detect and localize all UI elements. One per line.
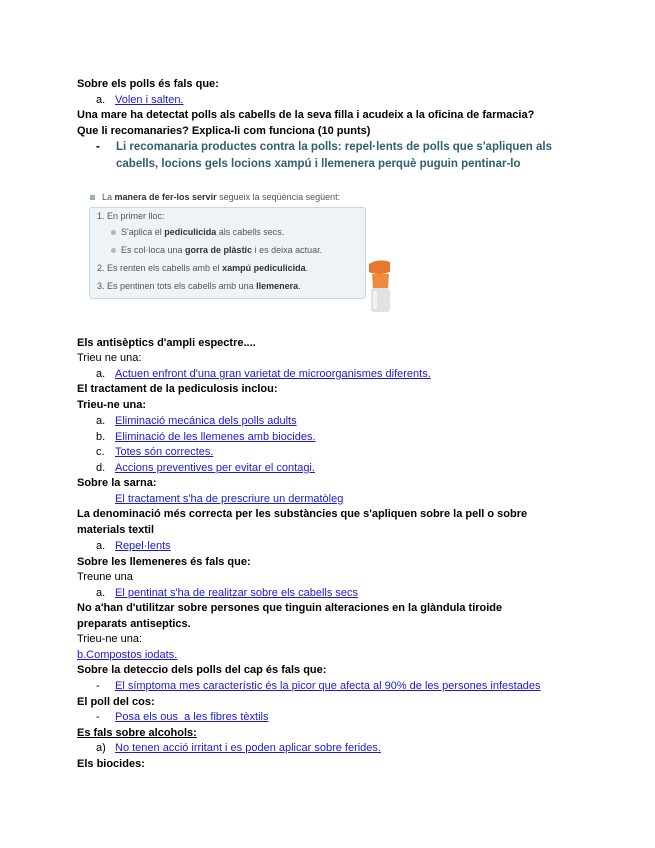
answer-text: Actuen enfront d'una gran varietat de microorganismes diferents.	[115, 368, 431, 380]
question-title: El tractament de la pediculosis inclou:	[77, 383, 278, 395]
option-item	[96, 414, 297, 429]
answer-item	[96, 741, 381, 756]
textbook-figure	[80, 188, 392, 314]
list-marker: b.	[96, 431, 106, 443]
instruction-text: Treune una	[77, 571, 133, 583]
question-title: La denominació més correcta per les substàncies que s'apliquen sobre la pell o sobre	[77, 508, 528, 520]
list-marker: a.	[96, 540, 106, 552]
answer-item	[96, 710, 268, 725]
question-title: Sobre la deteccio dels polls del cap és fals que:	[77, 664, 327, 676]
answer-text: El tractament s'ha de prescriure un dermatòleg	[115, 493, 344, 505]
instruction-text: Trieu ne una:	[77, 352, 142, 364]
answer-text: El pentinat s'ha de realitzar sobre els cabells secs	[115, 587, 359, 599]
figure-step-1b: Es col·loca una gorra de plàstic i es deixa actuar.	[121, 245, 323, 255]
question-title: Una mare ha detectat polls als cabells de la seva filla i acudeix a la oficina de farmacia?	[77, 109, 535, 121]
question-title: Sobre la sarna:	[77, 477, 157, 489]
answer-item	[96, 140, 552, 155]
question-title-continued: Que li recomanaries? Explica-li com funciona (10 punts)	[77, 125, 371, 137]
question-title-continued: materials textil	[77, 524, 155, 536]
option-text: Eliminació mecánica dels polls adults	[115, 415, 297, 427]
option-item	[96, 445, 213, 460]
figure-step-1a: S'aplica el pediculicida als cabells secs.	[121, 227, 285, 237]
list-marker: a.	[96, 587, 106, 599]
question-title: Sobre les llemeneres és fals que:	[77, 556, 251, 568]
answer-text: Posa els ous a les fibres tèxtils	[115, 711, 269, 723]
figure-step-3: 3. Es pentinen tots els cabells amb una llemenera.	[97, 281, 301, 291]
question-title: Els biocides:	[77, 758, 145, 770]
option-item	[96, 461, 315, 476]
question-title: Sobre els polls és fals que:	[77, 78, 219, 90]
list-marker: a.	[96, 415, 106, 427]
bullet-square-icon	[90, 195, 95, 200]
list-marker: -	[96, 141, 100, 153]
answer-item	[96, 679, 541, 694]
option-text: Accions preventives per evitar el contagi.	[115, 462, 315, 474]
answer-text-continued: cabells, locions gels locions xampú i llemenera perquè puguin pentinar-lo	[116, 158, 521, 170]
list-marker: c.	[96, 446, 105, 458]
figure-step-2: 2. Es renten els cabells amb el xampú pediculicida.	[97, 263, 309, 273]
figure-intro: La manera de fer-los servir segueix la seqüència següent:	[102, 192, 341, 202]
list-marker: a)	[96, 742, 106, 754]
bullet-dot-icon	[111, 248, 116, 253]
option-text: Totes són correctes.	[115, 446, 214, 458]
answer-text: El símptoma mes característic és la picor que afecta al 90% de les persones infestades	[115, 680, 541, 692]
answer-text: Li recomanaria productes contra la polls: repel·lents de polls que s'apliquen als	[116, 141, 553, 153]
answer-text: b.Compostos iodats.	[77, 649, 178, 661]
question-title: Es fals sobre alcohols:	[77, 727, 197, 739]
answer-text: No tenen acció irritant i es poden aplicar sobre ferides.	[115, 742, 381, 754]
question-title-continued: preparats antiseptics.	[77, 618, 191, 630]
option-text: Eliminació de les llemenes amb biocides.	[115, 431, 316, 443]
instruction-text: Trieu-ne una:	[77, 399, 147, 411]
list-marker: d.	[96, 462, 106, 474]
answer-item	[96, 93, 184, 108]
bullet-dot-icon	[111, 230, 116, 235]
lotion-bottle-icon	[367, 258, 392, 314]
list-marker: -	[96, 711, 100, 723]
answer-item	[96, 586, 358, 601]
question-title: No a'han d'utilitzar sobre persones que tinguin alteraciones en la glàndula tiroide	[77, 602, 503, 614]
answer-item	[96, 539, 171, 554]
question-title: Els antisèptics d'ampli espectre....	[77, 337, 256, 349]
answer-text: Volen i salten.	[115, 94, 184, 106]
option-item	[96, 430, 316, 445]
figure-step-1: 1. En primer lloc:	[97, 211, 165, 221]
list-marker: -	[96, 680, 100, 692]
question-title: El poll del cos:	[77, 696, 155, 708]
answer-item	[96, 367, 431, 382]
instruction-text: Trieu-ne una:	[77, 633, 143, 645]
list-marker: a.	[96, 94, 106, 106]
answer-text: Repel·lents	[115, 540, 171, 552]
list-marker: a.	[96, 368, 106, 380]
